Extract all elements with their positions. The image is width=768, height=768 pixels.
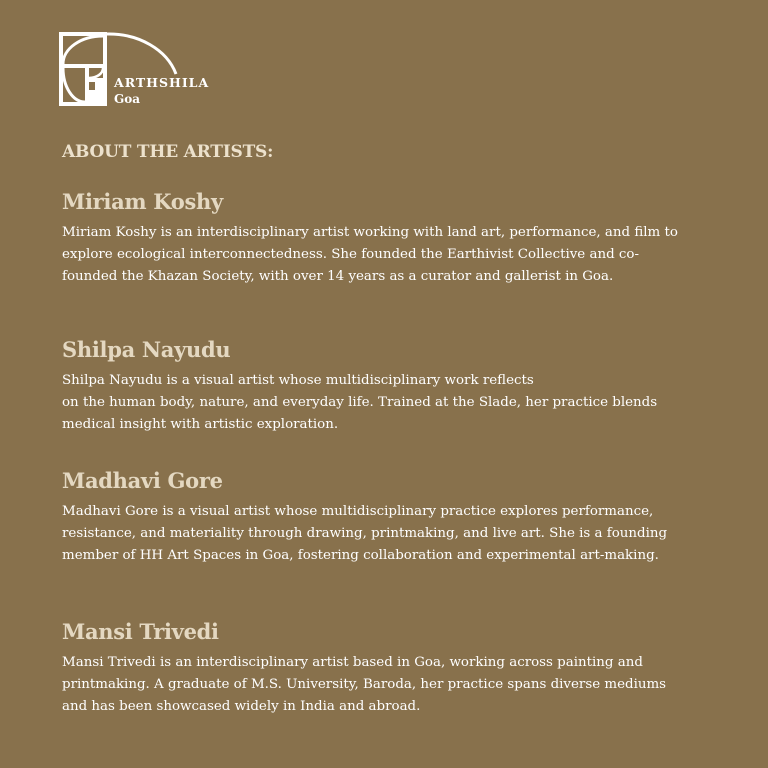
artist-bio [62,652,732,718]
bio-line: medical insight with artistic exploration. [62,417,339,432]
brand-name: ARTHSHILA [114,75,210,90]
bio-line: and has been showcased widely in India and abroad. [62,699,421,714]
artist-name: Miriam Koshy [62,189,223,214]
bio-line: founded the Khazan Society, with over 14 years as a curator and gallerist in Goa. [62,269,614,284]
bio-line: resistance, and materiality through drawing, printmaking, and live art. She is a founding [62,526,668,541]
artist-name: Madhavi Gore [62,468,223,493]
artist-name: Shilpa Nayudu [62,337,231,362]
bio-line: Mansi Trivedi is an interdisciplinary artist based in Goa, working across painting and [62,655,643,670]
artist-card-miriam-koshy [62,188,732,288]
bio-line: Shilpa Nayudu is a visual artist whose multidisciplinary work reflects [62,373,534,388]
artist-card-mansi-trivedi [62,618,732,718]
artist-name: Mansi Trivedi [62,619,219,644]
artist-bio [62,370,732,436]
artist-bio [62,501,732,567]
bio-line: explore ecological interconnectedness. She founded the Earthivist Collective and co- [62,247,640,262]
page-heading: ABOUT THE ARTISTS: [62,142,274,162]
bio-line: Madhavi Gore is a visual artist whose multidisciplinary practice explores performance, [62,504,654,519]
bio-line: member of HH Art Spaces in Goa, fostering collaboration and experimental art-making. [62,548,659,563]
bio-line: Miriam Koshy is an interdisciplinary artist working with land art, performance, and film to [62,225,678,240]
brand-logo [58,30,218,110]
brand-location: Goa [114,92,141,106]
bio-line: printmaking. A graduate of M.S. University, Baroda, her practice spans diverse mediums [62,677,667,692]
artist-card-shilpa-nayudu [62,336,732,436]
bio-line: on the human body, nature, and everyday life. Trained at the Slade, her practice blends [62,395,658,410]
artist-card-madhavi-gore [62,467,732,567]
artist-bio [62,222,732,288]
